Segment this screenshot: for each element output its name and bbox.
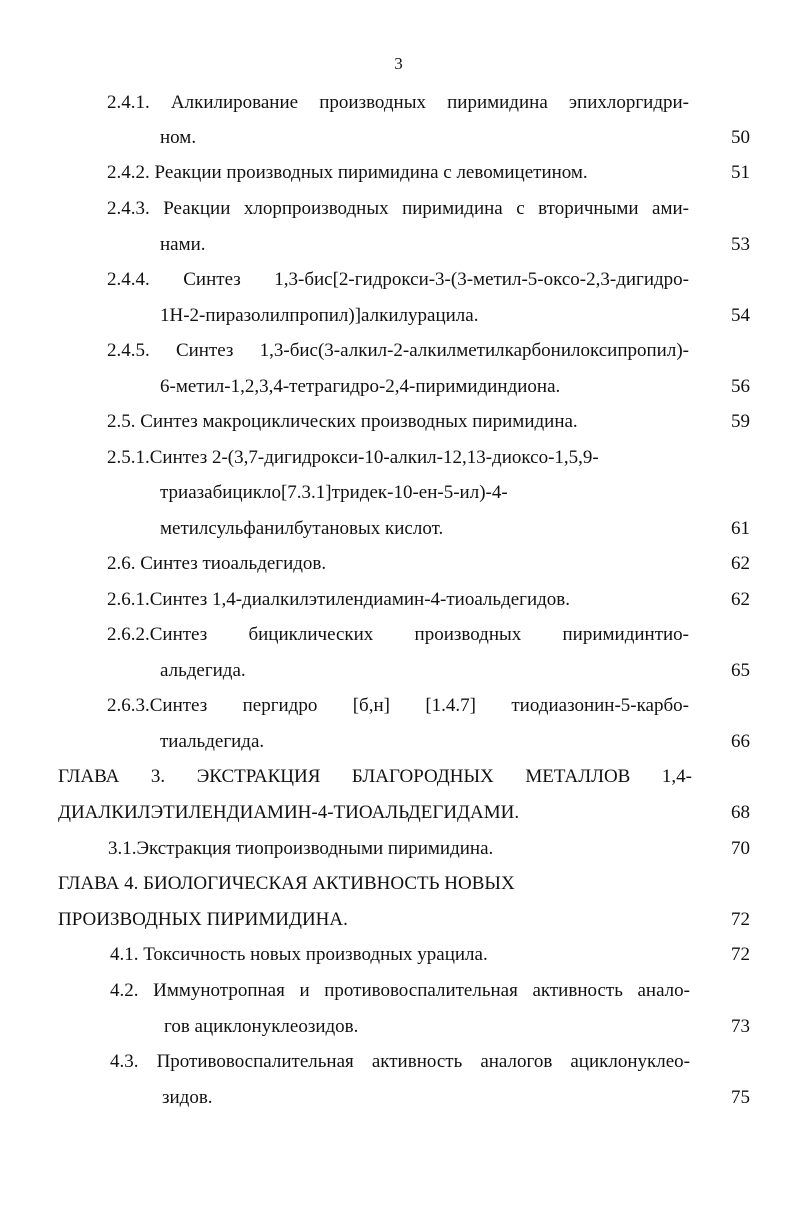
toc-entry-2-5-1-line-2: триазабицикло[7.3.1]тридек-10-ен-5-ил)-4-	[160, 482, 508, 503]
toc-entry-4-1: 4.1. Токсичность новых производных урацила.	[110, 944, 488, 965]
toc-page-4-1: 72	[731, 944, 750, 965]
toc-entry-2-6-1: 2.6.1.Синтез 1,4-диалкилэтилендиамин-4-тиоальдегидов.	[107, 589, 571, 610]
toc-entry-4-3-line-2: зидов.	[162, 1087, 213, 1108]
toc-entry-2-6: 2.6. Синтез тиоальдегидов.	[107, 553, 327, 574]
toc-entry-4-3-line-1: 4.3. Противовоспалительная активность аналогов ациклонуклео-	[110, 1051, 690, 1072]
toc-page-4-3: 75	[731, 1087, 750, 1108]
toc-entry-2-6-2-line-2: альдегида.	[160, 660, 246, 681]
toc-chapter-4-line-1: ГЛАВА 4. БИОЛОГИЧЕСКАЯ АКТИВНОСТЬ НОВЫХ	[58, 873, 515, 894]
toc-entry-2-4-3-line-1: 2.4.3. Реакции хлорпроизводных пиримидина с вторичными ами-	[107, 198, 689, 219]
toc-entry-2-4-2: 2.4.2. Реакции производных пиримидина с левомицетином.	[107, 162, 588, 183]
toc-entry-2-6-2-line-1: 2.6.2.Синтез бициклических производных пиримидинтио-	[107, 624, 689, 645]
toc-page-2-6-1: 62	[731, 589, 750, 610]
toc-entry-2-4-4-line-1: 2.4.4. Синтез 1,3-бис[2-гидрокси-3-(3-метил-5-оксо-2,3-дигидро-	[107, 269, 689, 290]
toc-entry-2-6-3-line-2: тиальдегида.	[160, 731, 265, 752]
toc-entry-2-4-1-line-2: ном.	[160, 127, 197, 148]
toc-page-2-4-4: 54	[731, 305, 750, 326]
toc-chapter-3-line-1: ГЛАВА 3. ЭКСТРАКЦИЯ БЛАГОРОДНЫХ МЕТАЛЛОВ 1,4-	[58, 766, 692, 787]
toc-page-chapter-4: 72	[731, 909, 750, 930]
toc-page-2-5-1: 61	[731, 518, 750, 539]
toc-chapter-4-line-2: ПРОИЗВОДНЫХ ПИРИМИДИНА.	[58, 909, 348, 930]
toc-entry-2-5-1-line-1: 2.5.1.Синтез 2-(3,7-дигидрокси-10-алкил-12,13-диоксо-1,5,9-	[107, 447, 599, 468]
toc-entry-2-5-1-line-3: метилсульфанилбутановых кислот.	[160, 518, 444, 539]
toc-entry-2-4-4-line-2: 1Н-2-пиразолилпропил)]алкилурацила.	[160, 305, 479, 326]
toc-entry-4-2-line-2: гов ациклонуклеозидов.	[164, 1016, 359, 1037]
toc-entry-3-1: 3.1.Экстракция тиопроизводными пиримидина.	[108, 838, 494, 859]
toc-page-chapter-3: 68	[731, 802, 750, 823]
toc-page-2-4-5: 56	[731, 376, 750, 397]
toc-page-4-2: 73	[731, 1016, 750, 1037]
page-number: 3	[394, 54, 403, 73]
toc-entry-4-2-line-1: 4.2. Иммунотропная и противовоспалительная активность анало-	[110, 980, 690, 1001]
toc-page-2-6-3: 66	[731, 731, 750, 752]
toc-page-3-1: 70	[731, 838, 750, 859]
toc-page-2-6-2: 65	[731, 660, 750, 681]
toc-entry-2-4-3-line-2: нами.	[160, 234, 206, 255]
toc-chapter-3-line-2: ДИАЛКИЛЭТИЛЕНДИАМИН-4-ТИОАЛЬДЕГИДАМИ.	[58, 802, 520, 823]
toc-entry-2-6-3-line-1: 2.6.3.Синтез пергидро [б,н] [1.4.7] тиодиазонин-5-карбо-	[107, 695, 689, 716]
toc-entry-2-4-1-line-1: 2.4.1. Алкилирование производных пиримидина эпихлоргидри-	[107, 92, 689, 113]
toc-page-2-6: 62	[731, 553, 750, 574]
toc-page-2-5: 59	[731, 411, 750, 432]
toc-entry-2-4-5-line-1: 2.4.5. Синтез 1,3-бис(3-алкил-2-алкилметилкарбонилоксипропил)-	[107, 340, 689, 361]
toc-entry-2-5: 2.5. Синтез макроциклических производных пиримидина.	[107, 411, 578, 432]
toc-page-2-4-1: 50	[731, 127, 750, 148]
toc-page-2-4-2: 51	[731, 162, 750, 183]
toc-entry-2-4-5-line-2: 6-метил-1,2,3,4-тетрагидро-2,4-пиримидиндиона.	[160, 376, 561, 397]
toc-page-2-4-3: 53	[731, 234, 750, 255]
